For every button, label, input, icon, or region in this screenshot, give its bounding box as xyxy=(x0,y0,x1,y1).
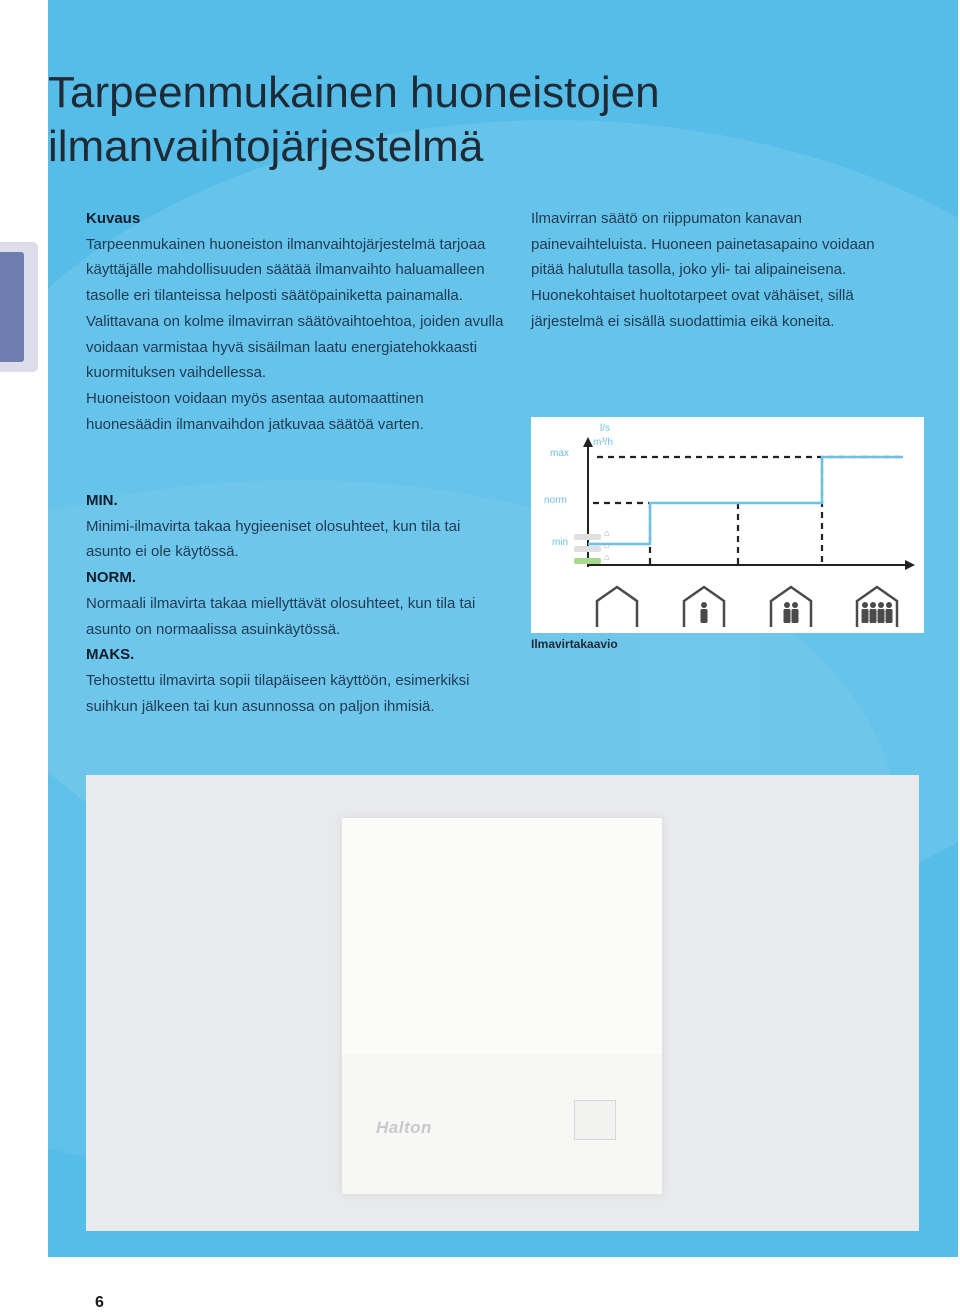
unit-label-ls: l/s xyxy=(600,423,610,434)
one-person-house-icon xyxy=(684,587,724,627)
left-column-upper xyxy=(86,206,506,437)
level-label-max: max xyxy=(550,448,569,459)
level-label-norm: norm xyxy=(544,495,567,506)
description-heading: Kuvaus xyxy=(86,210,141,227)
page-number: 6 xyxy=(95,1294,104,1311)
norm-text: Normaali ilmavirta takaa miellyttävät olosuhteet, kun tila tai asunto on normaalissa asuinkäytössä. xyxy=(86,594,476,638)
right-para-1: Ilmavirran säätö on riippumaton kanavan painevaihteluista. Huoneen painetasapaino voidaan pitää halutulla tasolla, joko yli- tai alipaineisena. Huonekohtaiset huoltotarpeet ovat vähäiset, sillä järjestelmä ei sisällä suodattimia eikä koneita. xyxy=(531,210,875,330)
group-icon: ⌂ xyxy=(604,528,610,538)
description-para-2: Valittavana on kolme ilmavirran säätövaihtoehtoa, joiden avulla voidaan varmistaa hyvä sisäilman laatu energiatehokkaasti kuormituksen vaihdellessa. xyxy=(86,312,504,382)
airflow-step-line xyxy=(588,457,903,544)
y-axis-arrow xyxy=(583,437,593,447)
two-person-house-icon xyxy=(771,587,811,627)
empty-house-icon xyxy=(597,587,637,627)
occupancy-icons xyxy=(597,587,897,627)
maks-text: Tehostettu ilmavirta sopii tilapäiseen käyttöön, esimerkiksi suihkun jälkeen tai kun asunnossa on paljon ihmisiä. xyxy=(86,671,470,715)
led-max xyxy=(574,534,601,540)
mode-button[interactable] xyxy=(574,1100,616,1140)
page-title: Tarpeenmukainen huoneistojen ilmanvaihtojärjestelmä xyxy=(48,68,660,171)
norm-heading: NORM. xyxy=(86,569,136,587)
device-cover xyxy=(342,818,662,1054)
description-para-3: Huoneistoon voidaan myös asentaa automaattinen huonesäädin ilmanvaihdon jatkuvaa säätöä varten. xyxy=(86,389,424,433)
maks-heading: MAKS. xyxy=(86,646,135,664)
min-text: Minimi-ilmavirta takaa hygieeniset olosuhteet, kun tila tai asunto ei ole käytössä. xyxy=(86,517,461,561)
brand-logo: Halton xyxy=(376,1118,432,1137)
right-column xyxy=(531,206,911,335)
chart-marks xyxy=(588,457,903,565)
led-min xyxy=(574,558,601,564)
chart-caption: Ilmavirtakaavio xyxy=(531,637,618,651)
min-heading: MIN. xyxy=(86,492,118,509)
x-axis-arrow xyxy=(905,560,915,570)
airflow-chart xyxy=(531,417,924,633)
section-tab xyxy=(0,242,38,372)
unit-label-m3h: m³/h xyxy=(593,437,613,448)
level-label-min: min xyxy=(552,537,569,548)
led-norm xyxy=(574,546,601,552)
group-house-icon xyxy=(857,587,897,627)
description-para-1: Tarpeenmukainen huoneiston ilmanvaihtojärjestelmä tarjoaa käyttäjälle mahdollisuuden säätää ilmanvaihto haluamalleen tasolle eri tilanteissa helposti säätöpainiketta painamalla. xyxy=(86,235,486,305)
section-tab-marker xyxy=(0,252,24,362)
airflow-chart-svg xyxy=(531,417,924,633)
house-icon: ⌂ xyxy=(604,552,610,562)
person-icon: ⌂ xyxy=(604,540,610,550)
left-column-lower xyxy=(86,488,506,719)
